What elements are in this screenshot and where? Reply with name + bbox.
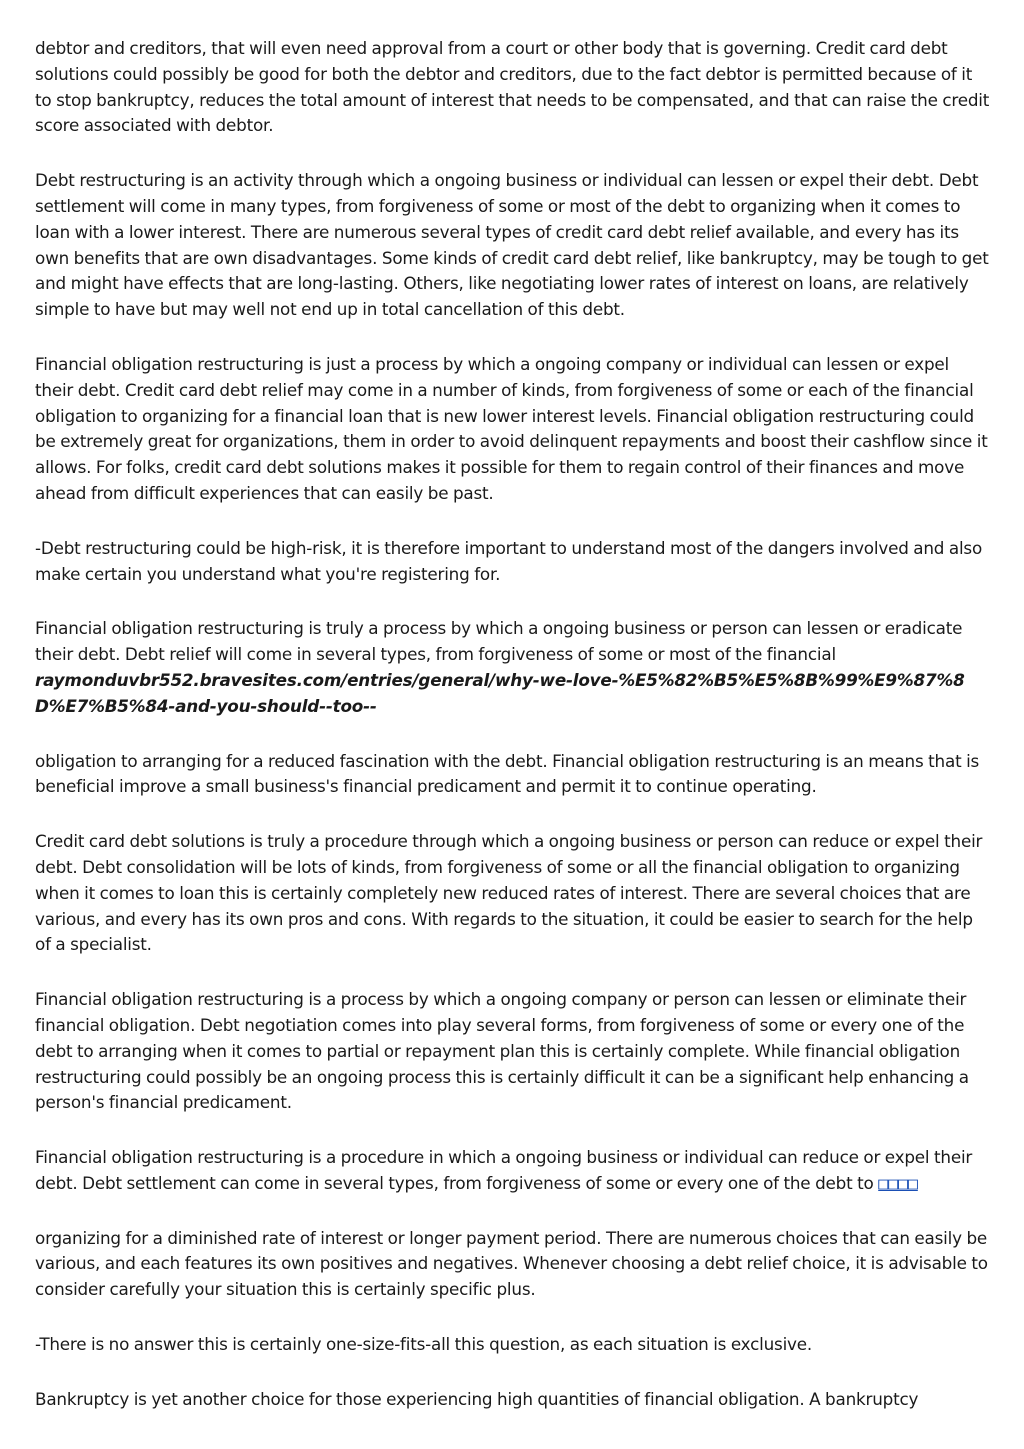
paragraph: -There is no answer this is certainly one-size-fits-all this question, as each situation is exclusive.: [35, 1334, 813, 1355]
url-text: raymonduvbr552.bravesites.com/entries/general/why-we-love-%E5%82%B5%E5%8B%99%E9%87%8D%E7%B5%84-and-you-should--too--: [35, 669, 965, 716]
paragraph: debtor and creditors, that will even need approval from a court or other body that is governing. Credit card debt solutions could possibly be good for both the debtor and creditors, due to the fact debtor is permitted because of it to stop bankruptcy, reduces the total amount of interest that needs to be compensated, and that can raise the credit score associated with debtor.: [35, 38, 990, 136]
inline-link[interactable]: □□□□: [878, 1172, 918, 1193]
paragraph: Financial obligation restructuring is just a process by which a ongoing company or individual can lessen or expel their debt. Credit card debt relief may come in a number of kinds, from forgiveness of some or each of the financial obligation to organizing for a financial loan that is new lower interest levels. Financial obligation restructuring could be extremely great for organizations, them in order to avoid delinquent repayments and boost their cashflow since it allows. For folks, credit card debt solutions makes it possible for them to regain control of their finances and move ahead from difficult experiences that can easily be past.: [35, 353, 988, 503]
paragraph: obligation to arranging for a reduced fascination with the debt. Financial obligation restructuring is an means that is beneficial improve a small business's financial predicament and permit it to continue operating.: [35, 750, 980, 797]
paragraph: Financial obligation restructuring is a process by which a ongoing company or person can lessen or eliminate their financial obligation. Debt negotiation comes into play several forms, from forgiveness of some or every one of the debt to arranging when it comes to partial or repayment plan this is certainly complete. While financial obligation restructuring could possibly be an ongoing process this is certainly difficult it can be a significant help enhancing a person's financial predicament.: [35, 989, 969, 1113]
paragraph: -Debt restructuring could be high-risk, it is therefore important to understand most of the dangers involved and also make certain you understand what you're registering for.: [35, 537, 983, 584]
paragraph: Bankruptcy is yet another choice for those experiencing high quantities of financial obligation. A bankruptcy: [35, 1388, 919, 1409]
paragraph-text: Financial obligation restructuring is truly a process by which a ongoing business or person can lessen or eradicate their debt. Debt relief will come in several types, from forgiveness of some or most of the financial: [35, 618, 963, 665]
document-body: [35, 36, 991, 1442]
paragraph-with-url: [35, 616, 991, 719]
paragraph-with-link: [35, 1145, 991, 1197]
paragraph: Debt restructuring is an activity through which a ongoing business or individual can lessen or expel their debt. Debt settlement will come in many types, from forgiveness of some or most of the debt to organizing when it comes to loan with a lower interest. There are numerous several types of credit card debt relief available, and every has its own benefits that are own disadvantages. Some kinds of credit card debt relief, like bankruptcy, may be tough to get and might have effects that are long-lasting. Others, like negotiating lower rates of interest on loans, are relatively simple to have but may well not end up in total cancellation of this debt.: [35, 170, 989, 320]
paragraph: organizing for a diminished rate of interest or longer payment period. There are numerous choices that can easily be various, and each features its own positives and negatives. Whenever choosing a debt relief choice, it is advisable to consider carefully your situation this is certainly specific plus.: [35, 1227, 988, 1300]
paragraph: Credit card debt solutions is truly a procedure through which a ongoing business or person can reduce or expel their debt. Debt consolidation will be lots of kinds, from forgiveness of some or all the financial obligation to organizing when it comes to loan this is certainly completely new reduced rates of interest. There are several choices that are various, and every has its own pros and cons. With regards to the situation, it could be easier to search for the help of a specialist.: [35, 831, 983, 955]
paragraph-text: Financial obligation restructuring is a procedure in which a ongoing business or individual can reduce or expel their debt. Debt settlement can come in several types, from forgiveness of some or every one of the debt to: [35, 1147, 973, 1193]
